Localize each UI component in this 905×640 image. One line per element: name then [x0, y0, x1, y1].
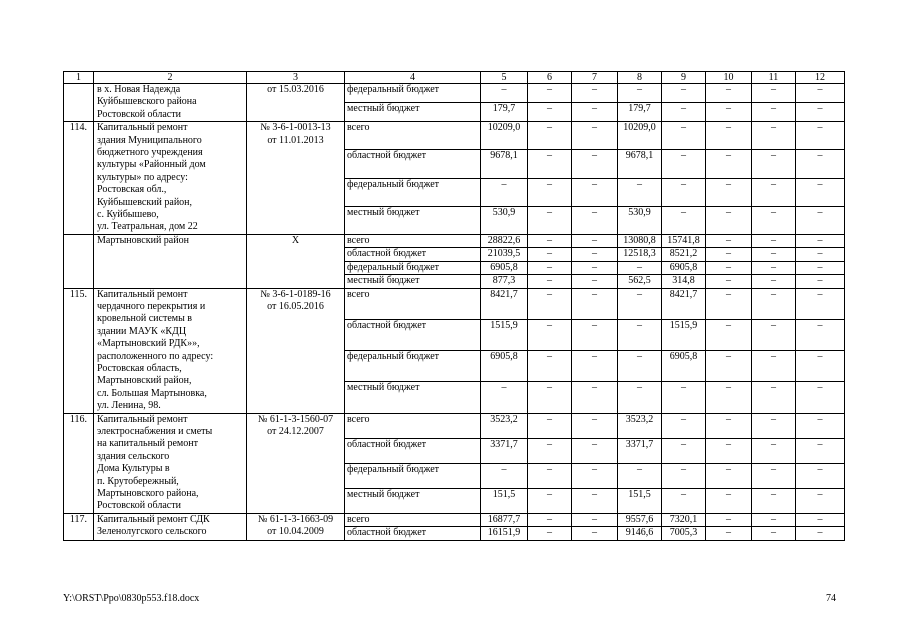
- column-header: 5: [481, 72, 528, 84]
- funding-source: областной бюджет: [345, 438, 481, 463]
- row-number: 117.: [64, 513, 94, 540]
- amount-cell: –: [662, 178, 706, 206]
- funding-source: областной бюджет: [345, 248, 481, 261]
- object-name-line: Дома Культуры в: [97, 463, 170, 475]
- object-name-line: ул. Театральная, дом 22: [97, 221, 198, 233]
- amount-cell: –: [706, 261, 752, 274]
- amount-cell: 15741,8: [662, 234, 706, 247]
- funding-source: местный бюджет: [345, 382, 481, 413]
- table-row: [64, 234, 845, 247]
- amount-cell: –: [572, 319, 618, 350]
- amount-cell: 151,5: [618, 488, 662, 513]
- amount-cell: –: [706, 527, 752, 540]
- amount-cell: –: [796, 122, 845, 150]
- page-number: 74: [826, 593, 836, 604]
- funding-source: федеральный бюджет: [345, 351, 481, 382]
- table-header-row: [64, 72, 845, 84]
- funding-source: всего: [345, 122, 481, 150]
- funding-source: федеральный бюджет: [345, 463, 481, 488]
- object-name: [94, 122, 247, 235]
- amount-cell: –: [706, 275, 752, 288]
- amount-cell: 28822,6: [481, 234, 528, 247]
- amount-cell: –: [662, 206, 706, 234]
- object-name-line: Ростовской области: [97, 108, 181, 120]
- amount-cell: –: [572, 122, 618, 150]
- object-name-line: Капитальный ремонт: [97, 288, 188, 300]
- table-row: [64, 513, 845, 526]
- funding-source: федеральный бюджет: [345, 84, 481, 103]
- amount-cell: –: [662, 150, 706, 178]
- document-ref-line: № 3-6-1-0013-13: [260, 122, 331, 134]
- object-name-line: с. Куйбышево,: [97, 209, 159, 221]
- amount-cell: 10209,0: [481, 122, 528, 150]
- amount-cell: 3371,7: [618, 438, 662, 463]
- amount-cell: –: [796, 513, 845, 526]
- amount-cell: –: [796, 234, 845, 247]
- amount-cell: –: [752, 488, 796, 513]
- amount-cell: –: [528, 488, 572, 513]
- amount-cell: 530,9: [481, 206, 528, 234]
- amount-cell: 6905,8: [662, 351, 706, 382]
- amount-cell: –: [528, 206, 572, 234]
- amount-cell: –: [752, 463, 796, 488]
- table-row: [64, 288, 845, 319]
- object-name-line: сл. Большая Мартыновка,: [97, 387, 207, 399]
- amount-cell: 151,5: [481, 488, 528, 513]
- amount-cell: –: [752, 261, 796, 274]
- amount-cell: –: [706, 122, 752, 150]
- amount-cell: –: [796, 351, 845, 382]
- amount-cell: 179,7: [618, 103, 662, 122]
- amount-cell: –: [618, 382, 662, 413]
- object-name-line: чердачного перекрытия и: [97, 300, 206, 312]
- document-ref-line: № 61-1-3-1560-07: [257, 413, 334, 425]
- funding-source: всего: [345, 513, 481, 526]
- amount-cell: –: [528, 382, 572, 413]
- amount-cell: –: [752, 150, 796, 178]
- amount-cell: –: [752, 319, 796, 350]
- object-name-line: здания Муниципального: [97, 134, 202, 146]
- amount-cell: –: [796, 150, 845, 178]
- column-header: 2: [94, 72, 247, 84]
- document-ref: [247, 84, 345, 122]
- amount-cell: –: [572, 84, 618, 103]
- amount-cell: 9678,1: [481, 150, 528, 178]
- amount-cell: –: [752, 351, 796, 382]
- object-name-line: Капитальный ремонт: [97, 122, 188, 134]
- amount-cell: –: [572, 288, 618, 319]
- amount-cell: –: [796, 488, 845, 513]
- amount-cell: –: [528, 527, 572, 540]
- amount-cell: 6905,8: [662, 261, 706, 274]
- amount-cell: –: [706, 150, 752, 178]
- amount-cell: 16877,7: [481, 513, 528, 526]
- amount-cell: –: [528, 288, 572, 319]
- column-header: 1: [64, 72, 94, 84]
- amount-cell: –: [618, 84, 662, 103]
- amount-cell: –: [706, 463, 752, 488]
- amount-cell: –: [752, 122, 796, 150]
- object-name-line: ул. Ленина, 98.: [97, 400, 161, 412]
- funding-source: всего: [345, 288, 481, 319]
- amount-cell: –: [572, 488, 618, 513]
- amount-cell: –: [528, 351, 572, 382]
- amount-cell: –: [796, 319, 845, 350]
- amount-cell: –: [706, 178, 752, 206]
- amount-cell: 8421,7: [662, 288, 706, 319]
- amount-cell: –: [572, 261, 618, 274]
- object-name-line: кровельной системы в: [97, 313, 193, 325]
- object-name-line: культуры» по адресу:: [97, 171, 188, 183]
- amount-cell: –: [572, 527, 618, 540]
- row-number: 115.: [64, 288, 94, 413]
- amount-cell: 12518,3: [618, 248, 662, 261]
- amount-cell: –: [752, 84, 796, 103]
- amount-cell: –: [752, 438, 796, 463]
- amount-cell: –: [706, 413, 752, 438]
- amount-cell: –: [528, 413, 572, 438]
- amount-cell: –: [752, 527, 796, 540]
- object-name-line: электроснабжения и сметы: [97, 425, 213, 437]
- amount-cell: –: [528, 248, 572, 261]
- funding-source: федеральный бюджет: [345, 261, 481, 274]
- object-name-line: Куйбышевский район,: [97, 196, 193, 208]
- amount-cell: –: [662, 382, 706, 413]
- amount-cell: –: [572, 382, 618, 413]
- object-name: [94, 288, 247, 413]
- object-name-line: Куйбышевского района: [97, 96, 197, 108]
- amount-cell: 530,9: [618, 206, 662, 234]
- amount-cell: –: [572, 248, 618, 261]
- amount-cell: –: [572, 413, 618, 438]
- amount-cell: –: [706, 234, 752, 247]
- amount-cell: 8521,2: [662, 248, 706, 261]
- amount-cell: –: [528, 275, 572, 288]
- amount-cell: –: [752, 413, 796, 438]
- object-name: [94, 84, 247, 122]
- amount-cell: –: [572, 103, 618, 122]
- amount-cell: –: [528, 319, 572, 350]
- amount-cell: –: [796, 178, 845, 206]
- funding-source: областной бюджет: [345, 150, 481, 178]
- object-name-line: Ростовской области: [97, 500, 181, 512]
- object-name-line: Капитальный ремонт: [97, 413, 188, 425]
- amount-cell: 9678,1: [618, 150, 662, 178]
- amount-cell: –: [752, 288, 796, 319]
- amount-cell: –: [662, 438, 706, 463]
- table-row: [64, 122, 845, 150]
- amount-cell: 21039,5: [481, 248, 528, 261]
- amount-cell: 10209,0: [618, 122, 662, 150]
- amount-cell: –: [618, 319, 662, 350]
- amount-cell: –: [706, 382, 752, 413]
- amount-cell: –: [572, 351, 618, 382]
- amount-cell: –: [662, 488, 706, 513]
- amount-cell: –: [796, 275, 845, 288]
- document-ref: [247, 513, 345, 540]
- amount-cell: –: [796, 463, 845, 488]
- amount-cell: –: [706, 438, 752, 463]
- funding-source: местный бюджет: [345, 275, 481, 288]
- document-ref-line: от 11.01.2013: [267, 134, 324, 146]
- amount-cell: –: [618, 261, 662, 274]
- object-name-line: расположенного по адресу:: [97, 350, 214, 362]
- amount-cell: –: [572, 463, 618, 488]
- column-header: 3: [247, 72, 345, 84]
- amount-cell: –: [481, 178, 528, 206]
- amount-cell: 179,7: [481, 103, 528, 122]
- amount-cell: –: [572, 150, 618, 178]
- column-header: 10: [706, 72, 752, 84]
- amount-cell: –: [572, 513, 618, 526]
- amount-cell: –: [618, 351, 662, 382]
- amount-cell: –: [796, 206, 845, 234]
- amount-cell: –: [752, 513, 796, 526]
- object-name-line: Зеленолугского сельского: [97, 526, 207, 538]
- object-name-line: здания сельского: [97, 450, 170, 462]
- amount-cell: 3371,7: [481, 438, 528, 463]
- object-name-line: Мартыновский район,: [97, 375, 192, 387]
- column-header: 8: [618, 72, 662, 84]
- object-name-line: «Мартыновский РДК»»,: [97, 338, 200, 350]
- amount-cell: 877,3: [481, 275, 528, 288]
- funding-source: федеральный бюджет: [345, 178, 481, 206]
- object-name-line: культуры «Районный дом: [97, 159, 206, 171]
- row-number: [64, 234, 94, 288]
- amount-cell: –: [662, 103, 706, 122]
- amount-cell: –: [572, 438, 618, 463]
- document-ref: [247, 413, 345, 513]
- amount-cell: 13080,8: [618, 234, 662, 247]
- amount-cell: 8421,7: [481, 288, 528, 319]
- amount-cell: –: [618, 288, 662, 319]
- amount-cell: 7320,1: [662, 513, 706, 526]
- amount-cell: 1515,9: [662, 319, 706, 350]
- amount-cell: –: [572, 234, 618, 247]
- amount-cell: –: [528, 463, 572, 488]
- amount-cell: –: [572, 178, 618, 206]
- funding-source: местный бюджет: [345, 488, 481, 513]
- amount-cell: –: [796, 413, 845, 438]
- object-name-line: Ростовская область,: [97, 362, 182, 374]
- amount-cell: –: [796, 438, 845, 463]
- funding-source: местный бюджет: [345, 103, 481, 122]
- amount-cell: –: [528, 103, 572, 122]
- amount-cell: 9557,6: [618, 513, 662, 526]
- amount-cell: –: [528, 438, 572, 463]
- amount-cell: –: [796, 103, 845, 122]
- funding-source: областной бюджет: [345, 319, 481, 350]
- document-ref-line: от 16.05.2016: [267, 300, 324, 312]
- amount-cell: –: [752, 382, 796, 413]
- row-number: [64, 84, 94, 122]
- funding-source: областной бюджет: [345, 527, 481, 540]
- amount-cell: –: [752, 178, 796, 206]
- object-name-line: Капитальный ремонт СДК: [97, 513, 210, 525]
- amount-cell: –: [481, 382, 528, 413]
- amount-cell: 562,5: [618, 275, 662, 288]
- amount-cell: –: [706, 248, 752, 261]
- amount-cell: –: [706, 488, 752, 513]
- amount-cell: –: [796, 288, 845, 319]
- object-name-line: на капитальный ремонт: [97, 438, 198, 450]
- object-name: [94, 234, 247, 288]
- amount-cell: –: [752, 234, 796, 247]
- funding-source: всего: [345, 234, 481, 247]
- document-ref: [247, 288, 345, 413]
- amount-cell: 314,8: [662, 275, 706, 288]
- amount-cell: –: [706, 84, 752, 103]
- amount-cell: 3523,2: [618, 413, 662, 438]
- amount-cell: –: [706, 513, 752, 526]
- amount-cell: –: [706, 351, 752, 382]
- amount-cell: –: [796, 527, 845, 540]
- amount-cell: 3523,2: [481, 413, 528, 438]
- column-header: 12: [796, 72, 845, 84]
- document-ref-line: от 15.03.2016: [267, 84, 324, 95]
- amount-cell: –: [528, 84, 572, 103]
- amount-cell: –: [752, 103, 796, 122]
- amount-cell: –: [662, 413, 706, 438]
- amount-cell: –: [528, 122, 572, 150]
- funding-source: всего: [345, 413, 481, 438]
- amount-cell: 7005,3: [662, 527, 706, 540]
- amount-cell: 6905,8: [481, 351, 528, 382]
- funding-source: местный бюджет: [345, 206, 481, 234]
- amount-cell: 6905,8: [481, 261, 528, 274]
- document-ref-line: от 10.04.2009: [267, 526, 324, 538]
- amount-cell: –: [528, 234, 572, 247]
- object-name: [94, 413, 247, 513]
- amount-cell: –: [481, 84, 528, 103]
- document-ref: [247, 234, 345, 288]
- object-name-line: п. Крутобережный,: [97, 475, 179, 487]
- column-header: 7: [572, 72, 618, 84]
- amount-cell: 9146,6: [618, 527, 662, 540]
- object-name-line: бюджетного учреждения: [97, 147, 203, 159]
- amount-cell: 16151,9: [481, 527, 528, 540]
- object-name: [94, 513, 247, 540]
- amount-cell: –: [572, 275, 618, 288]
- column-header: 6: [528, 72, 572, 84]
- amount-cell: –: [662, 84, 706, 103]
- object-name-line: Ростовская обл.,: [97, 184, 167, 196]
- document-ref-line: Х: [291, 234, 300, 246]
- object-name-line: Мартыновский район: [97, 234, 189, 246]
- amount-cell: –: [706, 319, 752, 350]
- column-header: 4: [345, 72, 481, 84]
- document-ref-line: № 3-6-1-0189-16: [260, 288, 331, 300]
- row-number: 116.: [64, 413, 94, 513]
- row-number: 114.: [64, 122, 94, 235]
- amount-cell: –: [528, 178, 572, 206]
- amount-cell: –: [796, 84, 845, 103]
- object-name-line: в х. Новая Надежда: [97, 84, 181, 95]
- amount-cell: –: [752, 206, 796, 234]
- column-header: 9: [662, 72, 706, 84]
- amount-cell: –: [662, 463, 706, 488]
- amount-cell: –: [706, 288, 752, 319]
- table-row: [64, 413, 845, 438]
- amount-cell: –: [796, 248, 845, 261]
- document-ref-line: от 24.12.2007: [267, 425, 324, 437]
- amount-cell: 1515,9: [481, 319, 528, 350]
- amount-cell: –: [528, 150, 572, 178]
- amount-cell: –: [706, 103, 752, 122]
- amount-cell: –: [796, 382, 845, 413]
- object-name-line: здании МАУК «КДЦ: [97, 325, 187, 337]
- amount-cell: –: [706, 206, 752, 234]
- amount-cell: –: [528, 261, 572, 274]
- object-name-line: Мартыновского района,: [97, 488, 199, 499]
- file-path: Y:\ORST\Ppo\0830p553.f18.docx: [63, 593, 200, 604]
- budget-table: [63, 71, 845, 541]
- amount-cell: –: [752, 248, 796, 261]
- column-header: 11: [752, 72, 796, 84]
- document-ref: [247, 122, 345, 235]
- amount-cell: –: [528, 513, 572, 526]
- table-row: [64, 84, 845, 103]
- amount-cell: –: [618, 178, 662, 206]
- document-ref-line: № 61-1-3-1663-09: [257, 513, 334, 525]
- amount-cell: –: [618, 463, 662, 488]
- amount-cell: –: [752, 275, 796, 288]
- amount-cell: –: [481, 463, 528, 488]
- amount-cell: –: [662, 122, 706, 150]
- amount-cell: –: [796, 261, 845, 274]
- amount-cell: –: [572, 206, 618, 234]
